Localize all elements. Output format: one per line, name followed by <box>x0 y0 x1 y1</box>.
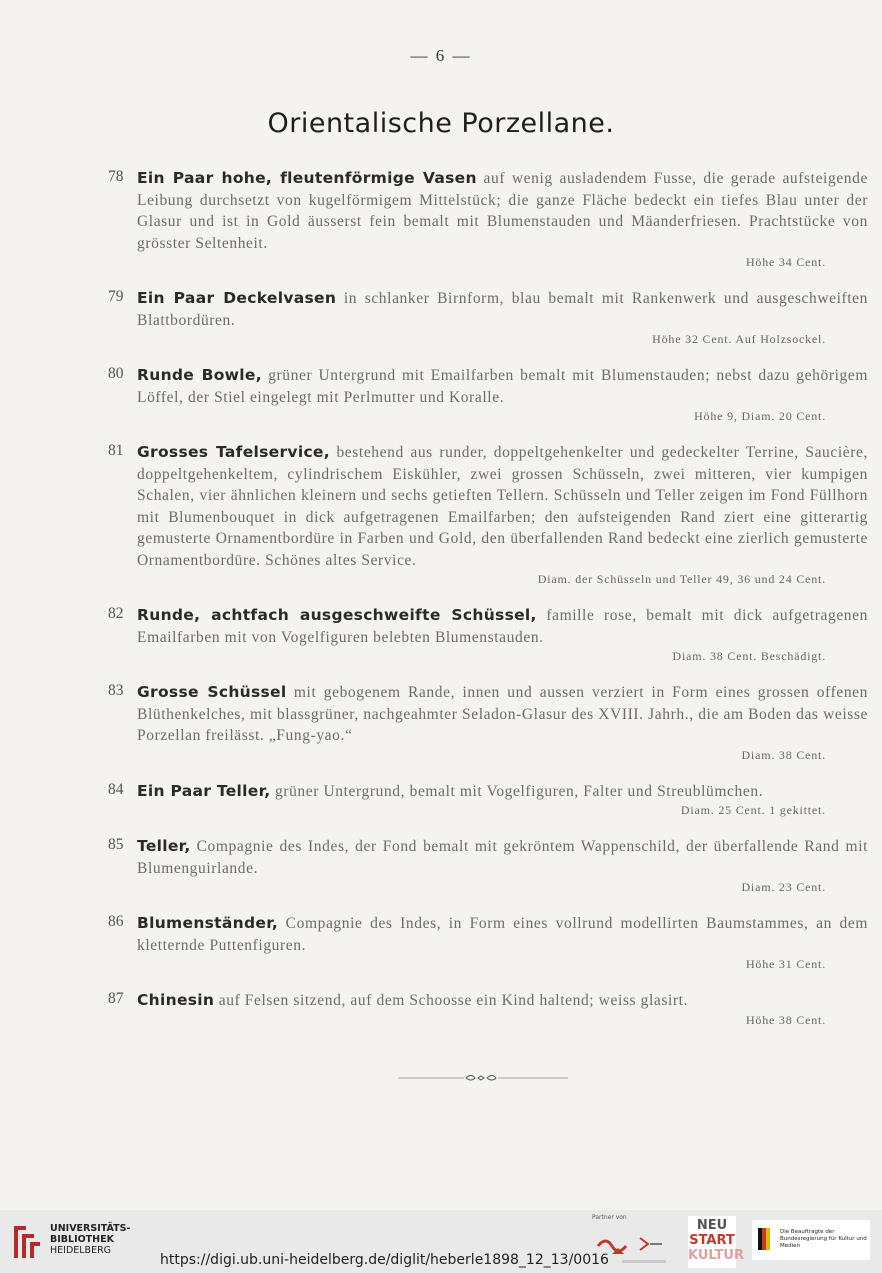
entry-heading: Runde Bowle, <box>137 366 262 384</box>
entry-description <box>137 605 868 648</box>
entry-text: Compagnie des Indes, in Form eines vollrund modellirten Baumstammes, an dem kletternde Puttenfiguren. <box>137 915 868 954</box>
entry-dimensions: Diam. der Schüsseln und Teller 49, 36 und 24 Cent. <box>537 572 826 586</box>
entry-dimensions: Diam. 23 Cent. <box>741 880 826 894</box>
entry-heading: Ein Paar hohe, fleutenförmige Vasen <box>137 169 477 187</box>
entry-heading: Grosse Schüssel <box>137 683 287 701</box>
entry-description <box>137 168 868 254</box>
entry-number: 80 <box>108 365 124 382</box>
catalog-entry <box>108 913 868 972</box>
document-url-link[interactable]: https://digi.ub.uni-heidelberg.de/diglit/heberle1898_12_13/0016 <box>160 1252 609 1268</box>
university-library-logo-icon <box>10 1222 44 1262</box>
entry-heading: Teller, <box>137 837 191 855</box>
entry-description <box>137 836 868 879</box>
entry-heading: Ein Paar Teller, <box>137 781 271 800</box>
entry-heading: Blumenständer, <box>137 914 279 932</box>
entry-text: Compagnie des Indes, der Fond bemalt mit gekröntem Wappenschild, der überfallende Rand mit Blumenguirlande. <box>137 838 869 877</box>
catalog-entry <box>108 990 868 1028</box>
entry-dimensions: Höhe 31 Cent. <box>745 957 826 971</box>
catalog-entry <box>108 836 868 895</box>
catalog-entry <box>108 442 868 587</box>
entry-heading: Ein Paar Deckelvasen <box>137 289 337 307</box>
entry-number: 78 <box>108 168 124 185</box>
entry-text: grüner Untergrund mit Emailfarben bemalt mit Blumenstauden; nebst dazu gehörigem Löffel, der Stiel eingelegt mit Perlmutter und Koralle. <box>137 367 868 406</box>
entry-description <box>137 781 868 803</box>
entry-text: in schlanker Birnform, blau bemalt mit Rankenwerk und ausgeschweiften Blattbordüren. <box>137 290 869 329</box>
catalog-entry <box>108 781 868 819</box>
entry-text: grüner Untergrund, bemalt mit Vogelfiguren, Falter und Streublümchen. <box>274 782 764 800</box>
entry-dimensions: Diam. 25 Cent. 1 gekittet. <box>680 803 826 817</box>
library-name-line2: BIBLIOTHEK <box>50 1234 114 1245</box>
neustart-line1: NEU <box>696 1218 728 1233</box>
entry-number: 79 <box>108 288 124 305</box>
library-name-line3: HEIDELBERG <box>50 1245 112 1256</box>
catalog-entry <box>108 168 868 270</box>
entry-number: 84 <box>108 780 124 798</box>
entry-description <box>137 913 868 956</box>
entry-description <box>137 682 868 747</box>
entry-number: 86 <box>108 913 124 930</box>
entry-dimensions: Höhe 34 Cent. <box>745 255 826 269</box>
entry-number: 83 <box>108 682 124 699</box>
neustart-kultur-logo <box>688 1216 744 1268</box>
entry-text: auf Felsen sitzend, auf dem Schoosse ein Kind haltend; weiss glasirt. <box>218 992 689 1009</box>
entry-text: famille rose, bemalt mit dick aufgetragenen Emailfarben mit von Vogelfiguren belebten Blumenstauden. <box>137 607 868 646</box>
page-title: Orientalische Porzellane. <box>267 108 615 139</box>
library-name-line1: UNIVERSITÄTS- <box>50 1223 131 1234</box>
page-number: — 6 — <box>410 46 472 65</box>
catalog-entry <box>108 365 868 424</box>
catalog-entry <box>108 682 868 763</box>
entry-text: bestehend aus runder, doppeltgehenkelter und gedeckelter Terrine, Saucière, doppeltgehenkeltem, cylindrischem Eiskühler, zwei grossen Schüsseln, zwei mitteren, vier kumpigen Schalen, vier ähnlichen kleinern und sechs getieften Tellern. Schüsseln und Teller zeigen im Fond Füllhorn mit Blumenbouquet in dick aufgetragenen Emailfarben; den aufsteigenden Rand ziert eine gitterartig gemusterte Ornamentbordüre in Farben und Gold, den überfallenden Rand bedeckt eine zierlich gemusterte Ornamentbordüre. Schönes altes Service. <box>137 444 868 569</box>
entry-dimensions: Höhe 32 Cent. Auf Holzsockel. <box>652 332 826 346</box>
catalog-entry <box>108 288 868 347</box>
federal-commissioner-text: Die Beauftragte der Bundesregierung für Kultur und Medien <box>780 1229 867 1249</box>
entry-description <box>137 990 868 1012</box>
university-library-name <box>50 1223 130 1256</box>
footer-bar <box>0 1210 882 1273</box>
ornament-divider-icon <box>398 1068 568 1088</box>
entry-number: 85 <box>108 836 124 853</box>
entry-description <box>137 365 868 408</box>
entry-dimensions: Höhe 9, Diam. 20 Cent. <box>694 409 826 423</box>
entry-number: 87 <box>108 990 124 1007</box>
entry-description <box>137 288 868 331</box>
entry-dimensions: Höhe 38 Cent. <box>745 1012 826 1027</box>
neustart-line2: START <box>689 1233 735 1248</box>
entry-dimensions: Diam. 38 Cent. <box>741 747 826 762</box>
entry-heading: Chinesin <box>137 991 215 1009</box>
neustart-line3: KULTUR <box>688 1248 744 1263</box>
catalog-entries <box>108 168 868 1046</box>
catalog-entry <box>108 605 868 664</box>
entry-text: auf wenig ausladendem Fusse, die gerade aufsteigende Leibung durchsetzt von kugelförmigem Mittelstück; die ganze Fläche bedeckt ein tiefes Blau unter der Glasur und ist in Gold äusserst fein bemalt mit Blumenstauden und Mäanderfriesen. Prachtstücke von grösster Seltenheit. <box>137 170 868 252</box>
entry-dimensions: Diam. 38 Cent. Beschädigt. <box>672 649 826 663</box>
federal-eagle-icon <box>758 1228 774 1250</box>
entry-number: 81 <box>108 442 124 459</box>
entry-heading: Grosses Tafelservice, <box>137 443 330 461</box>
partner-label: Partner von <box>592 1214 627 1221</box>
partner-logo-icon <box>592 1224 682 1268</box>
federal-commissioner-logo <box>752 1220 870 1260</box>
entry-heading: Runde, achtfach ausgeschweifte Schüssel, <box>137 606 537 624</box>
entry-number: 82 <box>108 605 124 622</box>
entry-description <box>137 442 868 571</box>
entry-text: mit gebogenem Rande, innen und aussen verziert in Form eines grossen offenen Blüthenkelches, mit blassgrüner, nachgeahmter Seladon-Glasur des XVIII. Jahrh., die am Boden das weisse Porzellan freilässt. „Fung-yao.“ <box>137 684 868 744</box>
